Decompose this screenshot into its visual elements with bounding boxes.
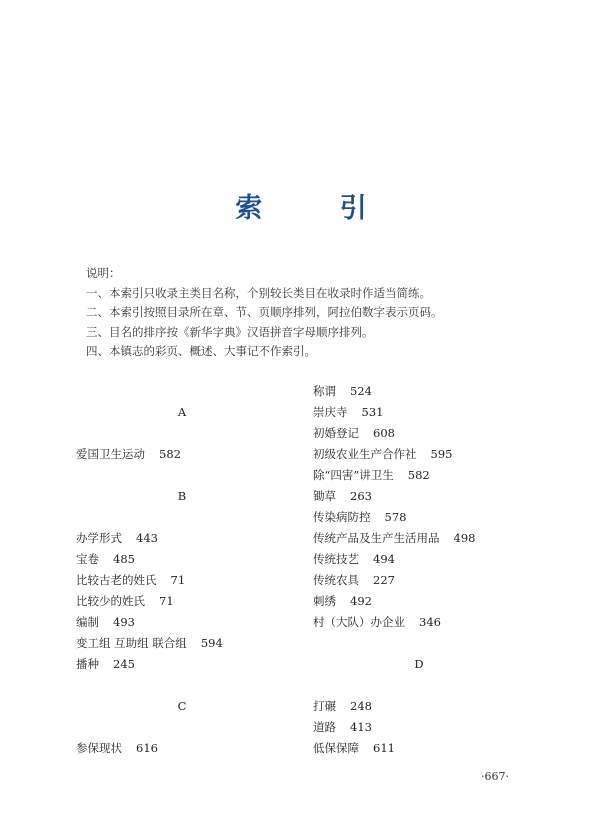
letter-heading-a: A (177, 405, 187, 419)
index-entry: 编制 493 (76, 615, 135, 629)
note-line: 一、本索引只收录主类目名称，个别较长类目在收录时作适当简练。 (86, 285, 431, 300)
index-entry: 比较少的姓氏 71 (76, 594, 174, 608)
index-entry: 变工组 互助组 联合组 594 (76, 636, 223, 650)
index-entry: 道路 413 (313, 720, 372, 734)
index-entry: 比较古老的姓氏 71 (76, 573, 186, 587)
letter-heading-d: D (414, 657, 424, 671)
index-entry: 传统产品及生产生活用品 498 (313, 531, 476, 545)
index-entry: 村（大队）办企业 346 (313, 615, 441, 629)
note-line: 四、本镇志的彩页、概述、大事记不作索引。 (86, 344, 316, 359)
index-entry: 崇庆寺 531 (313, 405, 384, 419)
index-entry: 宝卷 485 (76, 552, 135, 566)
note-line: 三、目名的排序按《新华字典》汉语拼音字母顺序排列。 (86, 324, 374, 339)
notes-heading: 说明： (86, 266, 121, 280)
index-entry: 爱国卫生运动 582 (76, 447, 181, 461)
index-entry: 参保现状 616 (76, 741, 158, 755)
index-column-right (313, 381, 553, 759)
page-number: ·667· (481, 770, 509, 783)
index-entry: 打碾 248 (313, 699, 372, 713)
index-entry: 低保保障 611 (313, 741, 395, 755)
index-entry: 传染病防控 578 (313, 510, 407, 524)
index-entry: 初婚登记 608 (313, 426, 395, 440)
index-entry: 传统农具 227 (313, 573, 395, 587)
index-notes (86, 264, 443, 362)
index-entry: 锄草 263 (313, 489, 372, 503)
index-entry: 除“四害”讲卫生 582 (313, 468, 430, 482)
letter-heading-b: B (177, 489, 187, 503)
index-entry: 播种 245 (76, 657, 135, 671)
index-entry: 初级农业生产合作社 595 (313, 447, 453, 461)
index-entry: 刺绣 492 (313, 594, 372, 608)
page-title: 索 引 (235, 193, 401, 224)
index-entry: 传统技艺 494 (313, 552, 395, 566)
note-line: 二、本索引按照目录所在章、节、页顺序排列，阿拉伯数字表示页码。 (86, 305, 443, 320)
index-entry: 办学形式 443 (76, 531, 158, 545)
index-column-left (76, 381, 296, 759)
index-entry: 称谓 524 (313, 384, 372, 398)
letter-heading-c: C (177, 699, 187, 713)
